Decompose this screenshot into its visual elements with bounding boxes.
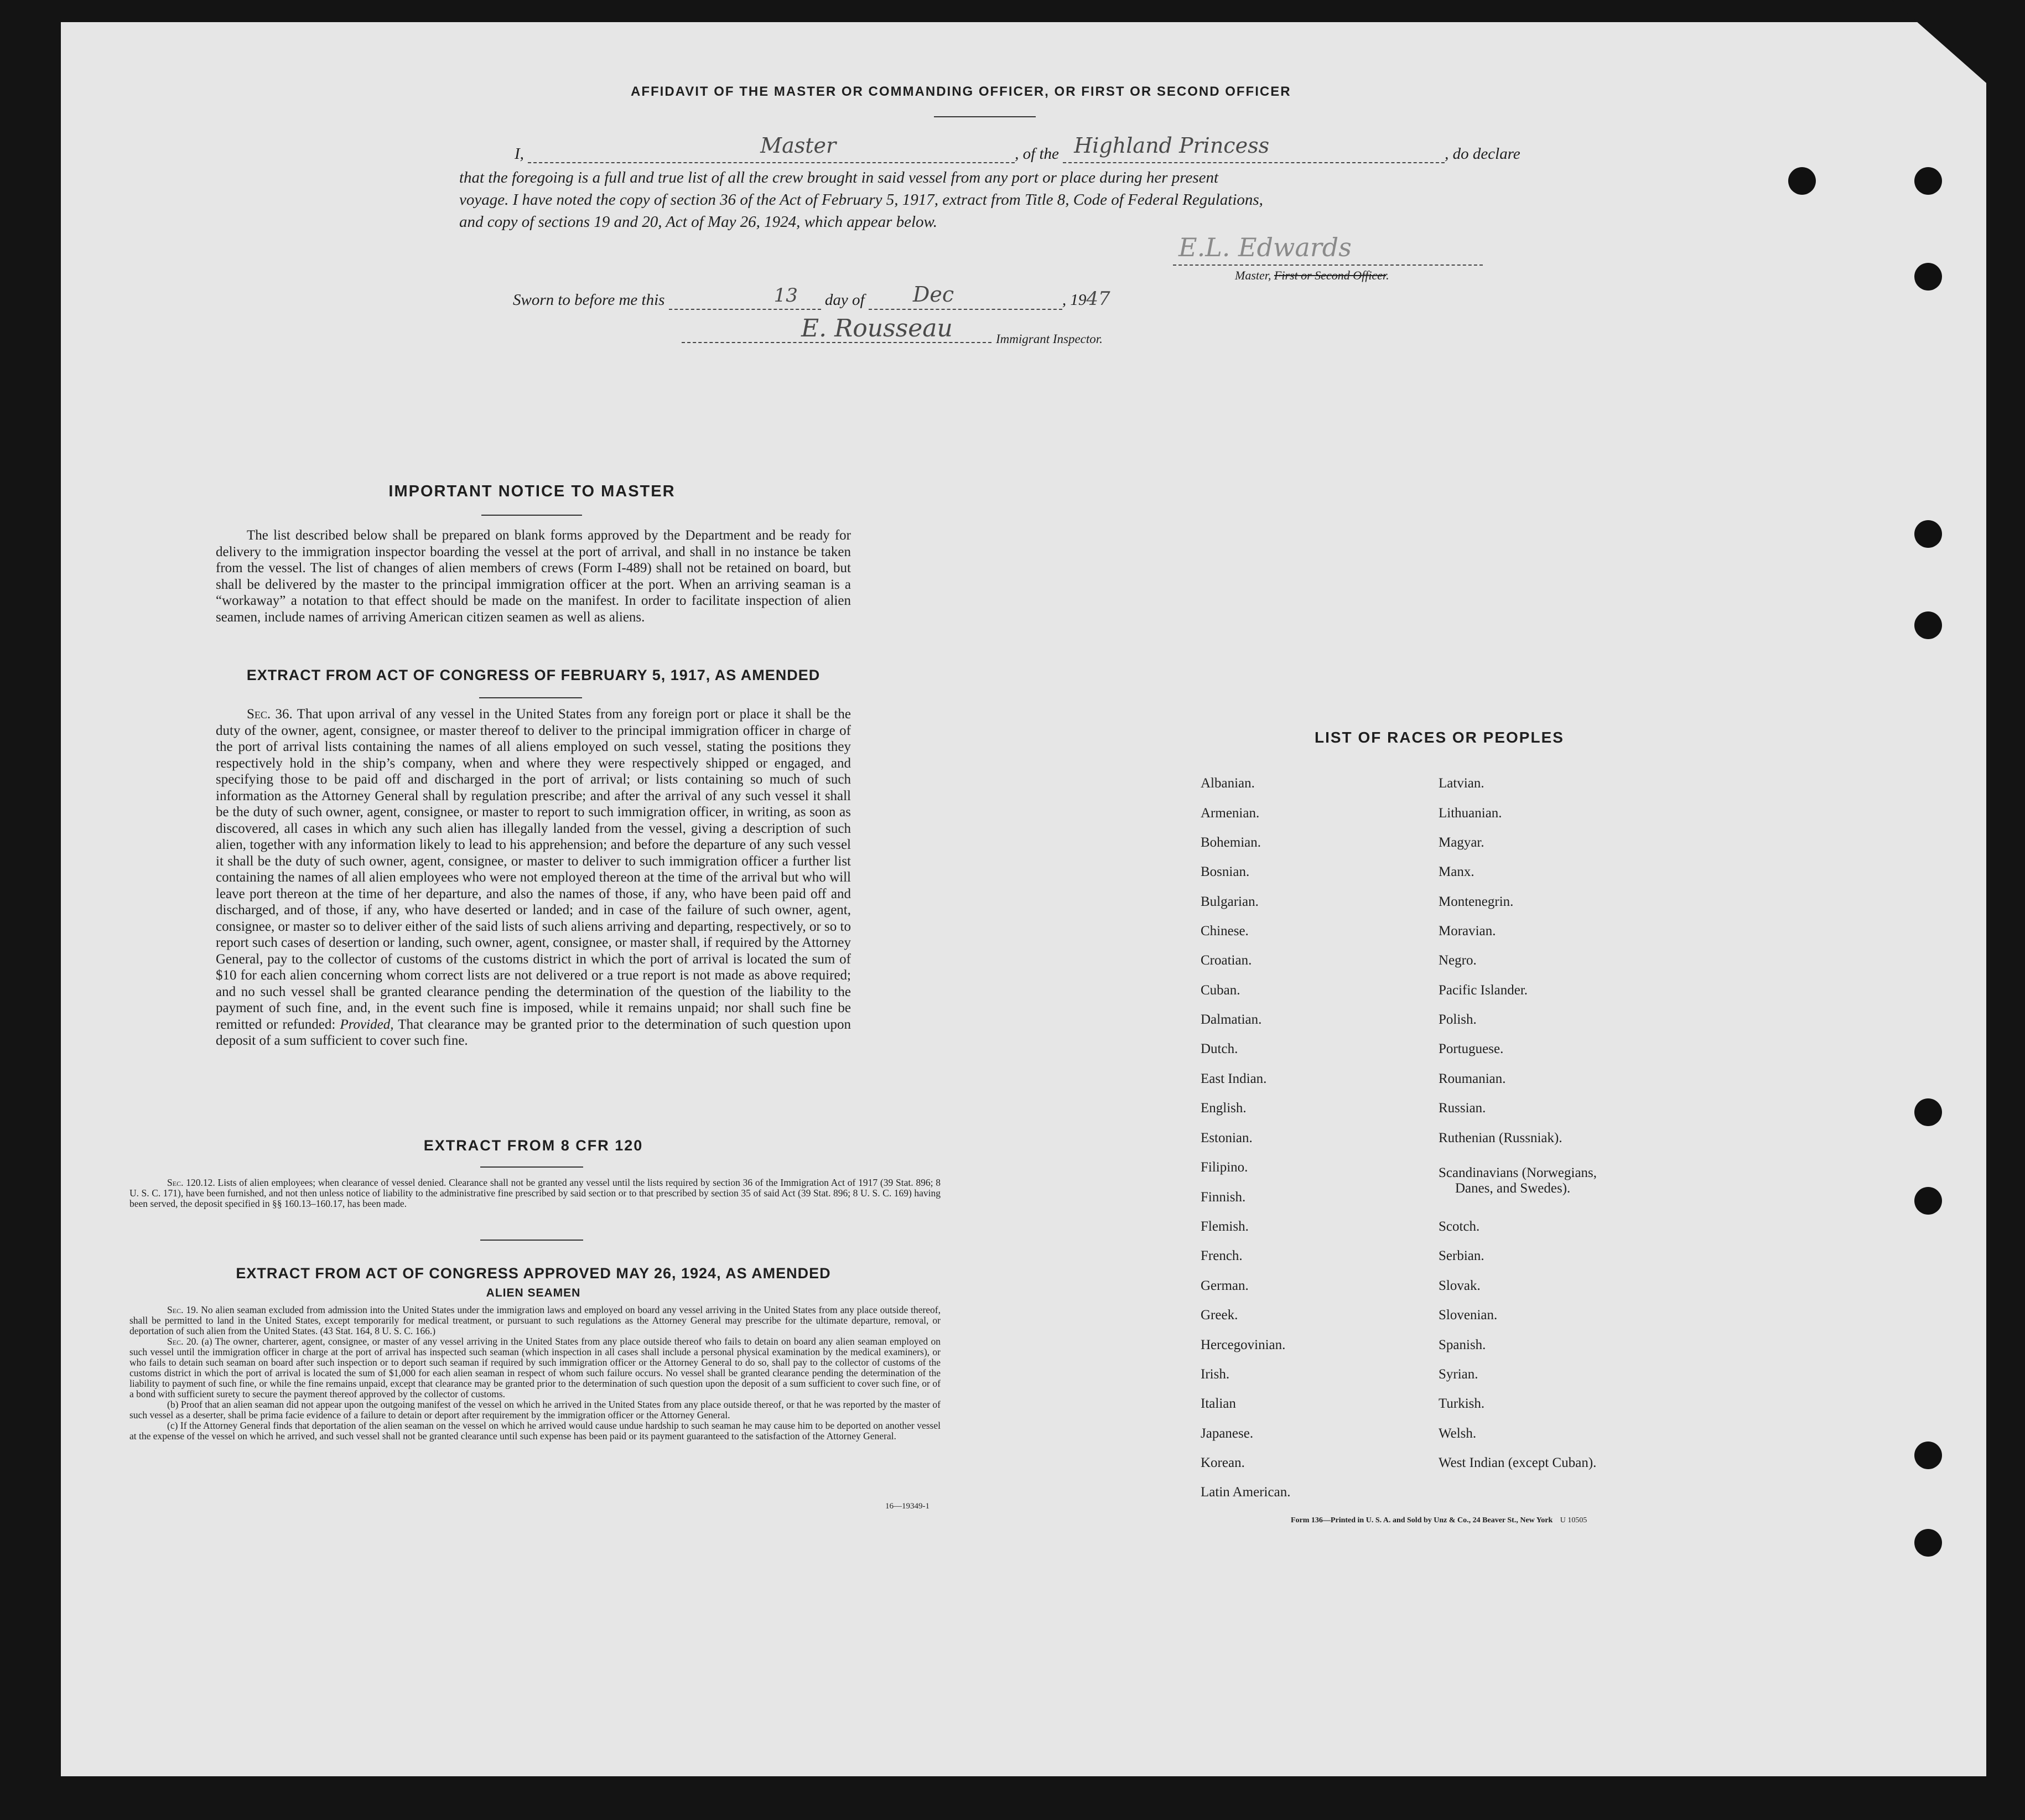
punch-hole-icon [1788, 167, 1816, 195]
punch-hole-icon [1914, 1098, 1942, 1126]
race-item: Dalmatian. [1201, 1012, 1262, 1027]
notice-body: The list described below shall be prepared on blank forms approved by the Department and be ready for delivery to the immigration inspector boarding the vessel at the port of arrival, and shall in no instance be taken from the vessel. The list of changes of alien members of crews (Form I-489) shall not be retained on board, but shall be delivered by the master to the principal immigration officer at the port. When an arriving seaman is a “workaway” a notation to that effect should be made on the manifest. In order to facilitate inspection of alien seamen, include names of arriving American citizen seamen as well as aliens. [216, 528, 851, 625]
race-item: Ruthenian (Russniak). [1439, 1131, 1562, 1145]
race-item: Greek. [1201, 1308, 1238, 1323]
race-item: Serbian. [1439, 1248, 1484, 1263]
inspector-signature: E. Rousseau [801, 314, 953, 343]
day-of-label: day of [824, 291, 865, 309]
of-the-label: , of the [1015, 145, 1059, 163]
section-120-text: Lists of alien employees; when clearance of vessel denied. Clearance shall not be granted any vessel until the lists required by section 36 of the Immigration Act of 1917 (39 Stat. 896; 8 U. S. C. 171), have been furnished, and not then unless notice of liability to the administrative fine prescribed by said section or to that prescribed by section 35 of said Act (39 Stat. 896; 8 U. S. C. 169) having been served, the deposit specified in §§ 160.13–160.17, has been made. [129, 1177, 941, 1209]
provided-label: Provided, [340, 1017, 394, 1032]
race-item: Albanian. [1201, 776, 1255, 791]
inspector-caption: Immigrant Inspector. [996, 332, 1103, 346]
sworn-label: Sworn to before me this [513, 291, 665, 309]
race-item: Turkish. [1439, 1396, 1485, 1411]
master-name-field [528, 133, 1015, 163]
race-item: Finnish. [1201, 1190, 1246, 1205]
race-item: Slovenian. [1439, 1308, 1498, 1323]
year-prefix: , 19 [1062, 291, 1087, 309]
race-item: Russian. [1439, 1101, 1486, 1116]
sworn-month-field [869, 282, 1062, 310]
caption-period: . [1386, 268, 1389, 282]
race-item: Hercegovinian. [1201, 1337, 1286, 1352]
race-item: Estonian. [1201, 1131, 1253, 1145]
sec-20b: (b) Proof that an alien seaman did not appear upon the outgoing manifest of the vessel on which he arrived in the United States from any place outside thereof, or that he was reported by the master of such vessel as a deserter, shall be prima facie evidence of a failure to detain or deport after requirement by the immigration officer or the Attorney General. [129, 1399, 941, 1420]
punch-hole-icon [1914, 167, 1942, 195]
extract-1924-subtitle: ALIEN SEAMEN [486, 1287, 581, 1299]
race-item: West Indian (except Cuban). [1439, 1455, 1597, 1470]
affidavit-title: AFFIDAVIT OF THE MASTER OR COMMANDING OFFICER, OR FIRST OR SECOND OFFICER [631, 84, 1291, 99]
extract-1924-title: EXTRACT FROM ACT OF CONGRESS APPROVED MAY 26, 1924, AS AMENDED [236, 1265, 831, 1282]
race-item: Roumanian. [1439, 1071, 1506, 1086]
sworn-day: 13 [773, 284, 798, 307]
sec-20a [129, 1336, 941, 1399]
race-item: Pacific Islander. [1439, 983, 1528, 998]
extract-1917-body [216, 706, 851, 1049]
affidavit-declaration-line [515, 133, 1520, 163]
punch-hole-icon [1914, 1529, 1942, 1557]
race-item: Lithuanian. [1439, 806, 1502, 821]
race-item: Filipino. [1201, 1160, 1248, 1175]
section-36-label: Sec. 36. [247, 707, 293, 722]
race-item: Korean. [1201, 1455, 1245, 1470]
sec-19 [129, 1305, 941, 1336]
do-declare-label: , do declare [1445, 145, 1520, 163]
race-item: English. [1201, 1101, 1247, 1116]
sec-19-label: Sec. 19. [167, 1304, 199, 1315]
race-item: Spanish. [1439, 1337, 1486, 1352]
punch-hole-icon [1914, 520, 1942, 548]
divider [934, 116, 1036, 117]
race-item: Croatian. [1201, 953, 1252, 968]
race-item: Syrian. [1439, 1367, 1478, 1382]
race-item: Montenegrin. [1439, 894, 1514, 909]
extract-1924-body [129, 1305, 941, 1442]
sec-20a-text: (a) The owner, charterer, agent, consignee, or master of any vessel arriving in the United States from any place outside thereof who fails to detain on board any alien seaman employed on such vessel until the immigration officer in charge at the port of arrival has inspected such seaman (which inspection in all cases shall include a personal physical examination by the medical examiners), or who fails to detain such seaman on board after such inspection or to deport such seaman if required by such immigration officer or the Attorney General to do so, shall pay to the collector of customs of the customs district in which the port of arrival is located the sum of $1,000 for each alien seaman in respect of whom such failure occurs. No vessel shall be granted clearance pending the determination of the liability to payment of such fine, or while the fine remains unpaid, except that clearance may be granted prior to the determination of such question upon the deposit of a sum sufficient to cover such fine, or of a bond with sufficient surety to secure the payment thereof approved by the collector of customs. [129, 1336, 941, 1399]
sworn-month: Dec [912, 282, 954, 307]
form-code: 16—19349-1 [885, 1502, 930, 1511]
punch-hole-icon [1914, 611, 1942, 639]
sworn-year: 47 [1086, 288, 1110, 310]
race-item: Welsh. [1439, 1426, 1477, 1441]
section-120-label: Sec. 120.12. [167, 1177, 215, 1188]
divider [479, 697, 582, 698]
race-item: Italian [1201, 1396, 1236, 1411]
declaration-line-1: that the foregoing is a full and true list of all the crew brought in said vessel from any port or place during her present [459, 169, 1219, 186]
race-item: Latvian. [1439, 776, 1484, 791]
race-item: Portuguese. [1439, 1041, 1504, 1056]
race-item: Negro. [1439, 953, 1477, 968]
punch-hole-icon [1914, 263, 1942, 291]
race-item: Slovak. [1439, 1278, 1481, 1293]
race-item: Moravian. [1439, 924, 1496, 938]
race-item: Chinese. [1201, 924, 1249, 938]
sec-20c: (c) If the Attorney General finds that deportation of the alien seaman on the vessel on which he arrived would cause undue hardship to such seaman he may cause him to be deported on another vessel at the expense of the vessel on which he arrived, and such vessel shall not be granted clearance until such expense has been paid or its payment guaranteed to the satisfaction of the Attorney General. [129, 1420, 941, 1442]
race-item: Dutch. [1201, 1041, 1238, 1056]
caption-master: Master, [1235, 268, 1274, 282]
race-item: Bohemian. [1201, 835, 1261, 850]
punch-hole-icon [1914, 1442, 1942, 1469]
race-item: Japanese. [1201, 1426, 1254, 1441]
i-label: I, [515, 145, 524, 163]
sworn-day-field [669, 284, 821, 310]
race-item: Latin American. [1201, 1485, 1291, 1500]
notice-title: IMPORTANT NOTICE TO MASTER [388, 483, 676, 500]
extract-cfr-title: EXTRACT FROM 8 CFR 120 [423, 1137, 643, 1154]
vessel-name-field [1063, 133, 1445, 163]
divider [480, 1166, 583, 1168]
divider [481, 515, 582, 516]
sec-19-text: No alien seaman excluded from admission into the United States under the immigration laws and employed on board any vessel arriving in the United States from any place outside thereof, shall be permitted to land in the United States, except temporarily for medical treatment, or pursuant to such regulations as the Attorney General may prescribe for the ultimate departure, removal, or deportation of such alien from the United States. (43 Stat. 164, 8 U. S. C. 166.) [129, 1304, 941, 1336]
master-signature: E.L. Edwards [1178, 232, 1352, 262]
printer-text: Form 136—Printed in U. S. A. and Sold by Unz & Co., 24 Beaver St., New York [1291, 1516, 1553, 1525]
torn-corner [1859, 0, 2025, 221]
race-item: Irish. [1201, 1367, 1230, 1382]
declaration-line-3: and copy of sections 19 and 20, Act of May 26, 1924, which appear below. [459, 213, 937, 231]
printer-footer [1291, 1516, 1587, 1525]
printer-code: U 10505 [1560, 1516, 1587, 1525]
signature-line [1173, 265, 1483, 266]
race-item: French. [1201, 1248, 1243, 1263]
vessel-name: Highland Princess [1074, 133, 1270, 158]
race-item: Polish. [1439, 1012, 1477, 1027]
race-item: Scandinavians (Norwegians, [1439, 1165, 1597, 1180]
race-item: Magyar. [1439, 835, 1484, 850]
divider [480, 1240, 583, 1241]
race-item: Cuban. [1201, 983, 1240, 998]
race-item: Bulgarian. [1201, 894, 1259, 909]
master-name: Master [760, 133, 837, 158]
signature-caption [1235, 268, 1389, 283]
caption-struck: First or Second Officer [1274, 268, 1387, 282]
sworn-line [513, 282, 1110, 310]
races-title: LIST OF RACES OR PEOPLES [1315, 729, 1564, 746]
race-item-continuation: Danes, and Swedes). [1455, 1181, 1571, 1196]
section-36-text: That upon arrival of any vessel in the United States from any foreign port or place it shall be the duty of the owner, agent, consignee, or master thereof to deliver to the principal immigration officer in charge of the port of arrival lists containing the names of all aliens employed on such vessel, stating the positions they respectively hold in the ship’s company, when and where they were respectively shipped or engaged, and specifying those to be paid off and discharged in the port of arrival; or lists containing so much of such information as the Attorney General shall by regulation prescribe; and after the arrival of any such vessel it shall be the duty of such owner, agent, consignee, or master to report to such immigration officer, in writing, as soon as discovered, all cases in which any such alien has illegally landed from the vessel, giving a description of such alien, together with any information likely to lead to his apprehension; and before the departure of any such vessel it shall be the duty of such owner, agent, consignee, or master to deliver to such immigration officer a further list containing the names of all alien employees who were not employed thereon at the time of the arrival but who will leave port thereon at the time of her departure, and also the names of those, if any, who have been paid off and discharged, and of those, if any, who have deserted or landed; and in case of the failure of such owner, agent, consignee, or master so to deliver either of the said lists of such aliens arriving and departing, respectively, or so to report such cases of desertion or landing, such owner, agent, consignee, or master shall, if required by the Attorney General, pay to the collector of customs of the customs district in which the port of arrival is located the sum of $10 for each alien concerning whom correct lists are not delivered or a true report is not made as above required; and no such vessel shall be granted clearance pending the determination of the question of the liability to the payment of such fine, and, in the event such fine is imposed, while it remains unpaid; nor shall such fine be remitted or refunded: [216, 707, 851, 1032]
declaration-line-2: voyage. I have noted the copy of section 36 of the Act of February 5, 1917, extract from Title 8, Code of Federal Regulations, [459, 191, 1263, 209]
race-item: Armenian. [1201, 806, 1260, 821]
race-item: East Indian. [1201, 1071, 1267, 1086]
race-item: Manx. [1439, 864, 1474, 879]
extract-cfr-body [129, 1178, 941, 1209]
extract-1917-title: EXTRACT FROM ACT OF CONGRESS OF FEBRUARY 5, 1917, AS AMENDED [246, 667, 821, 683]
race-item: Flemish. [1201, 1219, 1249, 1234]
punch-hole-icon [1914, 1187, 1942, 1215]
race-item: Scotch. [1439, 1219, 1480, 1234]
race-item: Bosnian. [1201, 864, 1250, 879]
sec-20-label: Sec. 20. [167, 1336, 199, 1347]
section-36-end: That clearance may be granted prior to the determination of such question upon deposit of a sum sufficient to cover such fine. [216, 1017, 851, 1048]
race-item: German. [1201, 1278, 1249, 1293]
